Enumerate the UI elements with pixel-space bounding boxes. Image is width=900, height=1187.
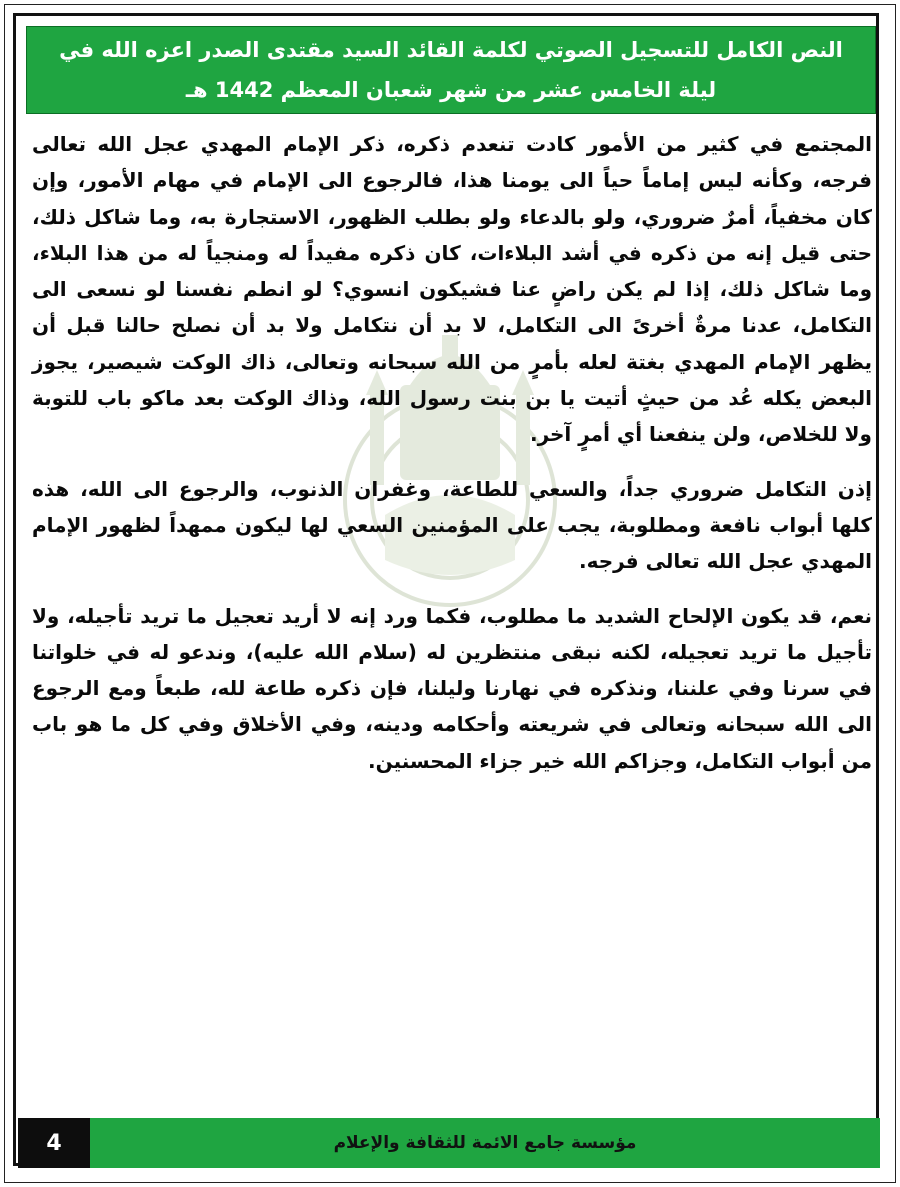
footer-organization: مؤسسة جامع الائمة للثقافة والإعلام	[90, 1118, 880, 1168]
header-title-line1: النص الكامل للتسجيل الصوتي لكلمة القائد السيد مقتدى الصدر اعزه الله في	[59, 38, 843, 62]
page-number: 4	[18, 1118, 90, 1168]
paragraph-3: نعم، قد يكون الإلحاح الشديد ما مطلوب، فكما ورد إنه لا أريد تعجيل ما تريد تأجيله، ولا تأجيل ما تريد تعجيله، لكنه نبقى منتظرين له (سلام الله عليه)، وندعو له في خلواتنا في سرنا وفي علننا، ونذكره في نهارنا وليلنا، فإن ذكره طاعة لله، طبعاً ومع الرجوع الى الله سبحانه وتعالى في شريعته وأحكامه ودينه، وفي الأخلاق وفي كل ما هو باب من أبواب التكامل، وجزاكم الله خير جزاء المحسنين.	[32, 603, 872, 773]
paragraph-2: إذن التكامل ضروري جداً، والسعي للطاعة، وغفران الذنوب، والرجوع الى الله، هذه كلها أبواب نافعة ومطلوبة، يجب على المؤمنين السعي لها ليكون ممهداً لظهور الإمام المهدي عجل الله تعالى فرجه.	[32, 476, 872, 574]
header-title-line2: ليلة الخامس عشر من شهر شعبان المعظم 1442 هـ	[185, 78, 717, 102]
page-header	[26, 26, 876, 114]
paragraph-1: المجتمع في كثير من الأمور كادت تنعدم ذكره، ذكر الإمام المهدي عجل الله تعالى فرجه، وكأنه ليس إماماً حياً الى يومنا هذا، فالرجوع الى الإمام في مهام الأمور، وإن كان مخفياً، أمرٌ ضروري، ولو بالدعاء ولو بطلب الظهور، الاستجارة به، وما شاكل ذلك، حتى قيل إنه من ذكره في أشد البلاءات، كان ذكره مفيداً له ومنجياً له من هذا البلاء، وما شاكل ذلك، إذا لم يكن راضٍ عنا فشيكون انسوي؟ لو انطم نفسنا لو نسعى الى التكامل، عدنا مرةٌ أخرىً الى التكامل، لا بد أن نتكامل ولا بد أن نصلح حالنا قبل أن يظهر الإمام المهدي بغتة لعله بأمرٍ من الله سبحانه وتعالى، ذاك الوكت شيصير، يجوز البعض يكله عُد من حيثٍ أتيت يا بن بنت رسول الله، وذاك الوكت بعد ماكو باب للتوبة ولا للخلاص، ولن ينفعنا أي أمرٍ آخر.	[32, 132, 872, 447]
speech-text	[32, 126, 872, 779]
page-footer	[18, 1118, 880, 1168]
